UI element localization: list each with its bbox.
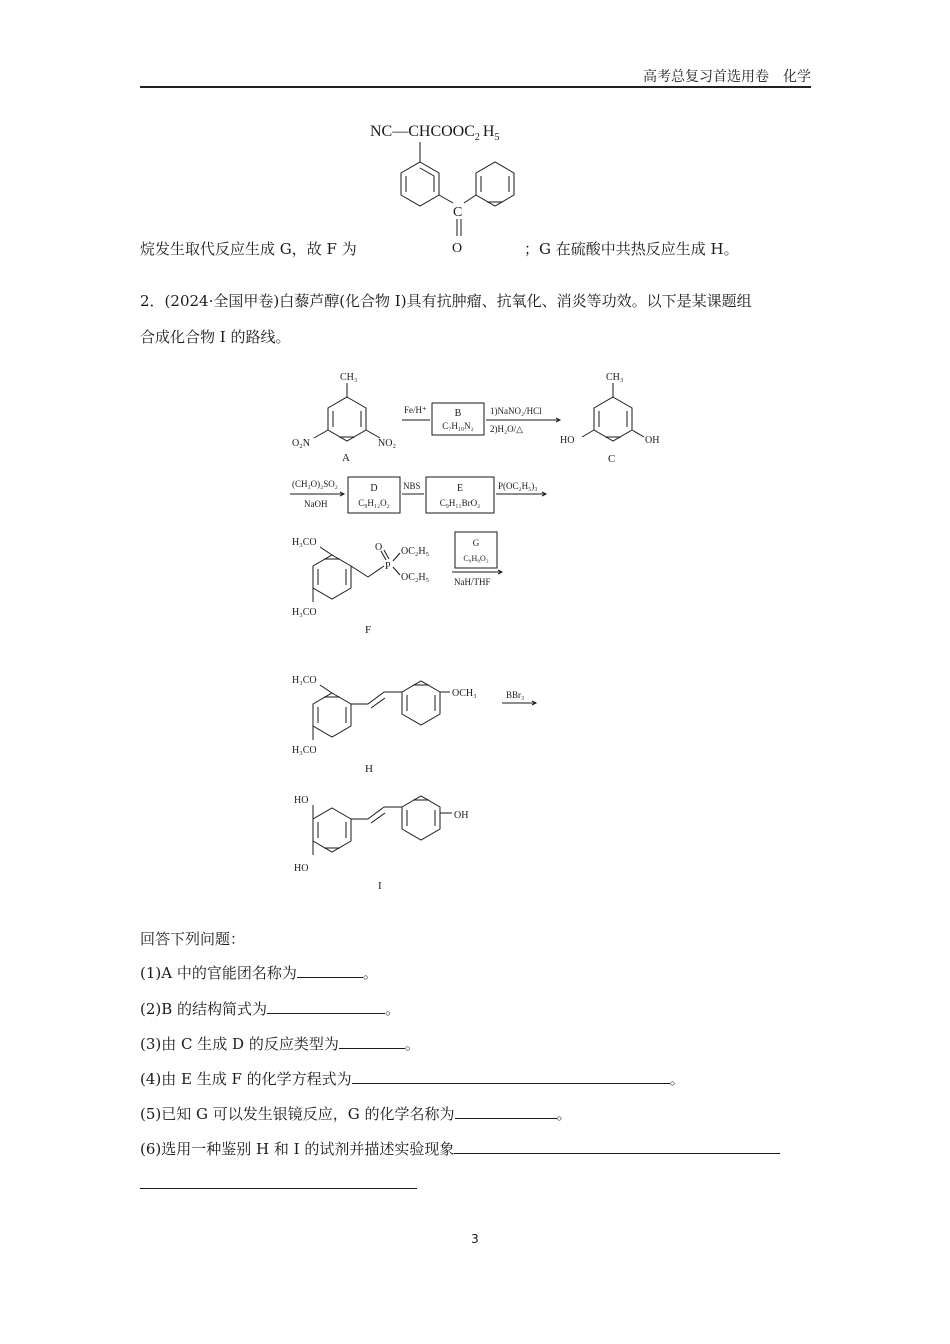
svg-text:OCH₃: OCH₃ [452,688,477,699]
svg-text:E: E [456,483,464,494]
synthesis-scheme [280,365,700,895]
svg-text:B: B [454,408,462,419]
arrow2-step2: 2)H₂O/△ [490,424,524,434]
text-line1-left: 烷发生取代反应生成 G，故 F 为 [140,240,357,258]
compound-f [292,537,429,636]
question-text-2: 合成化合物 I 的路线。 [140,328,291,346]
question-5: (5)已知 G 可以发生银镜反应，G 的化学名称为 。 [140,1105,572,1123]
svg-text:D: D [370,483,378,494]
svg-text:CH₃: CH₃ [606,372,624,383]
svg-text:OC₂H₅: OC₂H₅ [401,572,430,583]
svg-text:C: C [453,205,463,220]
header-text: 高考总复习首选用卷 化学 [643,69,811,85]
arrow1-reagent: Fe/H⁺ [404,405,427,415]
question-6: (6)选用一种鉴别 H 和 I 的试剂并描述实验现象 [140,1138,780,1159]
answer-blank-2[interactable] [267,999,385,1014]
page-number: 3 [471,1232,479,1246]
svg-text:O: O [452,241,463,256]
question-4: (4)由 E 生成 F 的化学方程式为 。 [140,1070,685,1088]
svg-text:C₉H₁₁BrO₂: C₉H₁₁BrO₂ [439,498,481,508]
svg-text:HO: HO [294,795,309,806]
svg-text:H₃CO: H₃CO [292,675,317,686]
answer-blank-6[interactable] [454,1139,780,1154]
svg-text:A: A [342,452,350,464]
svg-text:OC₂H₅: OC₂H₅ [401,546,430,557]
svg-text:OH: OH [645,435,660,446]
compound-c [560,372,659,465]
svg-text:NO₂: NO₂ [378,438,396,449]
svg-text:P: P [385,561,391,572]
arrow3-top: (CH₃O)₂SO₂ [292,479,338,489]
arrow2-step1: 1)NaNO₂/HCl [490,406,542,416]
svg-text:O: O [375,542,383,553]
svg-text:HO: HO [294,863,309,874]
svg-text:H₃CO: H₃CO [292,537,317,548]
svg-text:I: I [378,880,382,892]
svg-text:H₃CO: H₃CO [292,745,317,756]
svg-text:F: F [365,624,372,636]
svg-text:H: H [365,763,373,775]
text-line1-right: ；G 在硫酸中共热反应生成 H。 [524,240,739,258]
svg-text:OH: OH [454,810,469,821]
compound-i [294,795,468,892]
svg-text:O₂N: O₂N [292,438,310,449]
answer-blank-5[interactable] [455,1104,557,1119]
arrow5-reagent: P(OC₂H₅)₃ [498,481,538,491]
answer-blank-3[interactable] [339,1034,405,1049]
svg-text:C: C [608,453,616,465]
question-text-1: 2．(2024·全国甲卷)白藜芦醇(化合物 I)具有抗肿瘤、抗氧化、消炎等功效。以下是某课题组 [140,292,752,310]
arrow4-reagent: NBS [403,481,421,491]
svg-text:G: G [472,538,480,548]
svg-text:H₃CO: H₃CO [292,607,317,618]
g-arrow-bottom: NaH/THF [454,577,491,587]
question-3: (3)由 C 生成 D 的反应类型为 。 [140,1035,420,1053]
svg-text:HO: HO [560,435,575,446]
compound-a [292,372,396,464]
answer-blank-1[interactable] [297,963,363,978]
question-2: (2)B 的结构简式为 。 [140,1000,401,1018]
answer-blank-6-continued[interactable] [140,1188,417,1189]
arrow3-bottom: NaOH [304,499,328,509]
svg-text:C₈H₈O₂: C₈H₈O₂ [463,554,489,563]
bbr3-reagent: BBr₃ [506,690,525,700]
question-1: (1)A 中的官能团名称为 。 [140,964,378,982]
svg-text:C₉H₁₂O₂: C₉H₁₂O₂ [358,498,390,508]
svg-text:C₇H₁₀N₂: C₇H₁₀N₂ [442,421,474,431]
compound-h [292,675,477,775]
top-formula-text: $NC—CHCOOC_2$ $H_5$ [370,123,500,143]
page-header [140,66,811,88]
answer-blank-4[interactable] [352,1069,670,1084]
answers-intro: 回答下列问题： [140,930,246,948]
svg-text:CH₃: CH₃ [340,372,358,383]
